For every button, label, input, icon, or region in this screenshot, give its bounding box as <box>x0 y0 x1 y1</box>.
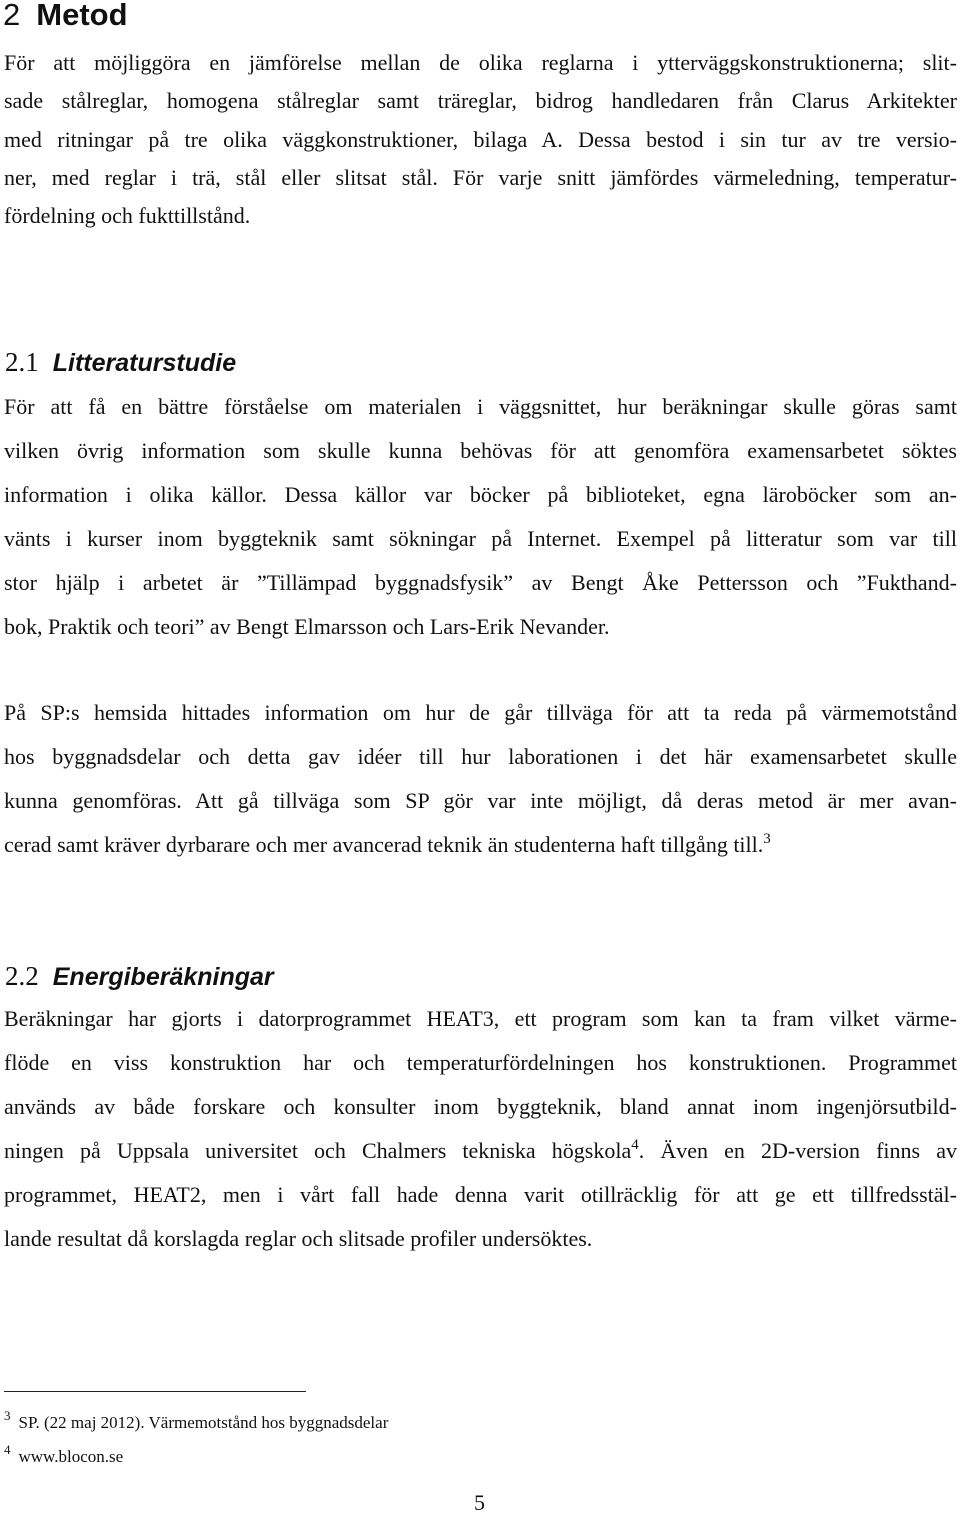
footnote-3 <box>4 1408 388 1433</box>
section-title: Litteraturstudie <box>52 349 237 377</box>
paragraph-line: vilken övrig information som skulle kunna behövas för att genomföra examensarbetet söktes <box>4 437 957 463</box>
footnote-text: www.blocon.se <box>18 1447 124 1466</box>
line-text: cerad samt kräver dyrbarare och mer avancerad teknik än studenterna haft tillgång till. <box>4 831 764 857</box>
section-title: Energiberäkningar <box>52 963 274 991</box>
line-text: . Även en 2D-version finns av <box>638 1137 957 1163</box>
chapter-title: Metod <box>36 0 128 32</box>
section-heading-2-1 <box>5 346 236 379</box>
chapter-number: 2 <box>3 0 21 32</box>
paragraph-line: ner, med reglar i trä, stål eller slitsat stål. För varje snitt jämfördes värmeledning, temperatur- <box>4 164 957 190</box>
paragraph-line: Beräkningar har gjorts i datorprogrammet HEAT3, ett program som kan ta fram vilket värme- <box>4 1006 957 1031</box>
line-text: ningen på Uppsala universitet och Chalmers tekniska högskola <box>4 1137 632 1163</box>
paragraph-line: bok, Praktik och teori” av Bengt Elmarsson och Lars-Erik Nevander. <box>4 613 610 639</box>
footnote-ref: 3 <box>763 830 771 847</box>
paragraph-line: används av både forskare och konsulter inom byggteknik, bland annat inom ingenjörsutbild- <box>4 1093 957 1119</box>
paragraph-line <box>4 1129 957 1173</box>
paragraph-line: fördelning och fukttillstånd. <box>4 203 251 229</box>
paragraph-line: hos byggnadsdelar och detta gav idéer till hur laborationen i det här examensarbetet skulle <box>4 743 957 769</box>
paragraph-line: med ritningar på tre olika väggkonstruktioner, bilaga A. Dessa bestod i sin tur av tre versio- <box>4 126 957 152</box>
paragraph-line: kunna genomföras. Att gå tillväga som SP gör var inte möjligt, då deras metod är mer avan- <box>4 787 957 813</box>
intro-paragraph <box>4 44 957 235</box>
footnote-text: SP. (22 maj 2012). Värmemotstånd hos byggnadsdelar <box>18 1413 389 1432</box>
energy-paragraph <box>4 997 957 1260</box>
footnote-mark: 4 <box>4 1442 11 1457</box>
paragraph-line <box>4 823 957 867</box>
paragraph-line: På SP:s hemsida hittades information om hur de går tillväga för att ta reda på värmemotstånd <box>4 700 957 725</box>
footnote-ref: 4 <box>631 1136 639 1153</box>
literature-paragraph-1 <box>4 385 957 648</box>
paragraph-line: stor hjälp i arbetet är ”Tillämpad byggnadsfysik” av Bengt Åke Pettersson och ”Fukthand- <box>4 569 957 595</box>
page-number: 5 <box>474 1490 485 1515</box>
footnote-divider <box>4 1391 306 1392</box>
paragraph-line: lande resultat då korslagda reglar och slitsade profiler undersöktes. <box>4 1225 593 1251</box>
footnote-4 <box>4 1442 123 1467</box>
paragraph-line: För att få en bättre förståelse om materialen i väggsnittet, hur beräkningar skulle göras samt <box>4 394 957 419</box>
paragraph-line: sade stålreglar, homogena stålreglar samt träreglar, bidrog handledaren från Clarus Arkitekter <box>4 88 957 114</box>
paragraph-line: programmet, HEAT2, men i vårt fall hade denna varit otillräcklig för att ge ett tillfredsstäl- <box>4 1181 957 1207</box>
chapter-heading <box>3 0 128 36</box>
footnote-mark: 3 <box>4 1408 11 1423</box>
section-heading-2-2 <box>5 960 274 993</box>
literature-paragraph-2 <box>4 691 957 867</box>
paragraph-line: flöde en viss konstruktion har och temperaturfördelningen hos konstruktionen. Programmet <box>4 1049 957 1075</box>
paragraph-line: För att möjliggöra en jämförelse mellan de olika reglarna i ytterväggskonstruktionerna; slit- <box>4 50 957 75</box>
section-number: 2.1 <box>5 347 39 377</box>
paragraph-line: information i olika källor. Dessa källor var böcker på biblioteket, egna läroböcker som an- <box>4 481 957 507</box>
section-number: 2.2 <box>5 961 39 991</box>
paragraph-line: vänts i kurser inom byggteknik samt sökningar på Internet. Exempel på litteratur som var till <box>4 525 957 551</box>
